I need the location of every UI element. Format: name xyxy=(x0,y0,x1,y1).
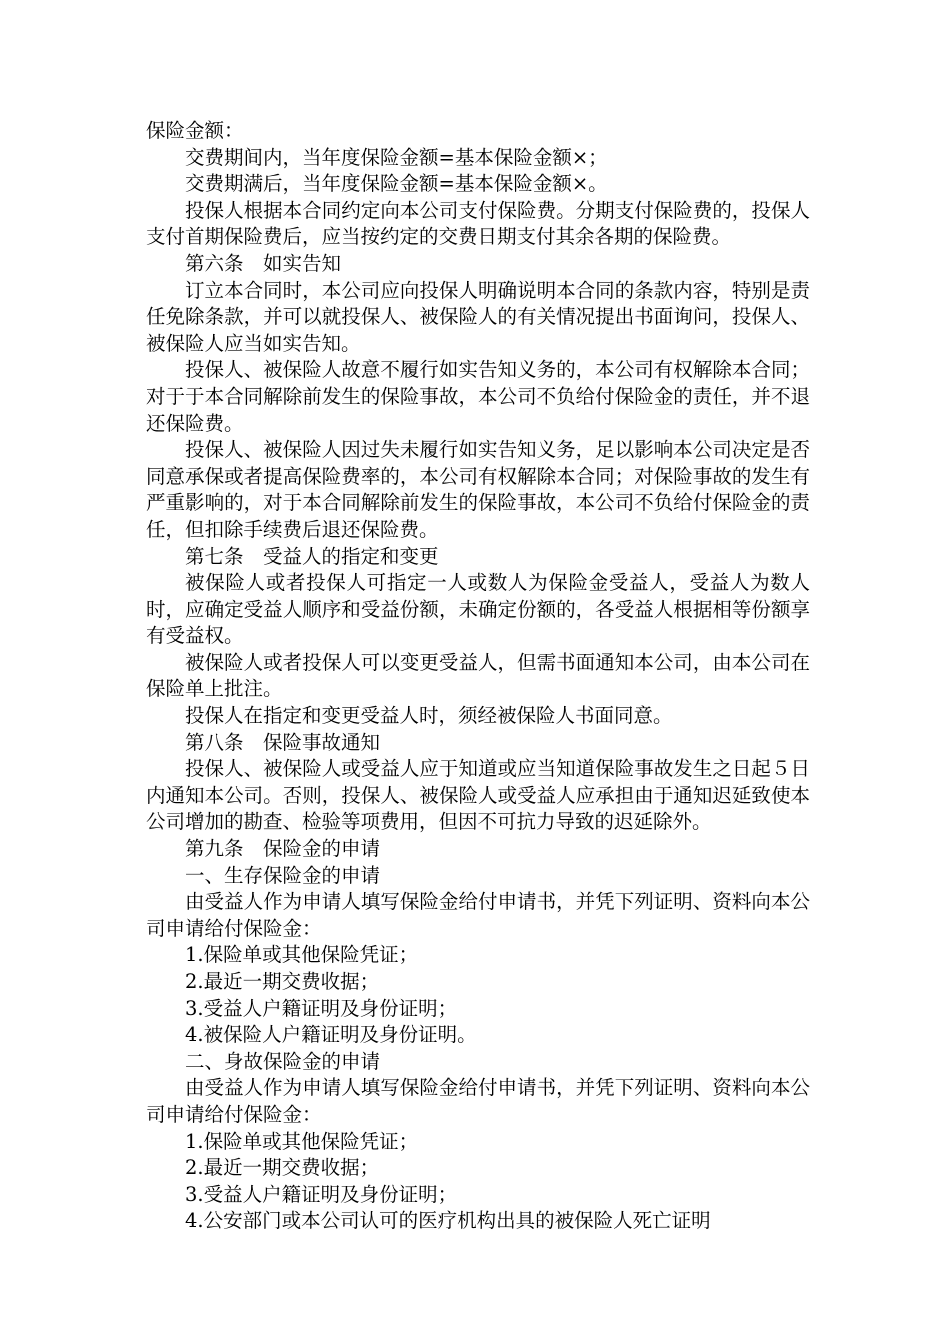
section-survival-benefit-heading: 一、生存保险金的申请 xyxy=(185,863,381,887)
paragraph-after-payment: 交费期满后，当年度保险金额=基本保险金额×。 xyxy=(185,172,608,196)
paragraph-insured-amount-label: 保险金额： xyxy=(146,119,244,142)
paragraph-premium-payment: 投保人根据本合同约定向本公司支付保险费。分期支付保险费的，投保人支付首期保险费后，应当按约定的交费日期支付其余各期的保险费。 xyxy=(146,198,810,249)
paragraph-death-claim: 由受益人作为申请人填写保险金给付申请书，并凭下列证明、资料向本公司申请给付保险金： xyxy=(146,1076,810,1126)
list-item: 3.受益人户籍证明及身份证明； xyxy=(185,1182,458,1206)
paragraph-beneficiary-2: 被保险人或者投保人可以变更受益人，但需书面通知本公司，由本公司在保险单上批注。 xyxy=(146,650,810,701)
list-item: 2.最近一期交费收据； xyxy=(185,1156,380,1180)
list-item: 4.被保险人户籍证明及身份证明。 xyxy=(185,1023,477,1047)
list-item: 4.公安部门或本公司认可的医疗机构出具的被保险人死亡证明 xyxy=(185,1209,711,1233)
article-8-heading: 第八条 保险事故通知 xyxy=(185,730,381,754)
paragraph-during-payment: 交费期间内，当年度保险金额=基本保险金额×； xyxy=(185,145,608,169)
paragraph-disclosure-3: 投保人、被保险人因过失未履行如实告知义务，足以影响本公司决定是否同意承保或者提高保险费率的，本公司有权解除本合同；对保险事故的发生有严重影响的，对于本合同解除前发生的保险事故，本公司不负给付保险金的责任，但扣除手续费后退还保险费。 xyxy=(146,438,810,541)
list-item: 1.保险单或其他保险凭证； xyxy=(185,943,419,967)
section-death-benefit-heading: 二、身故保险金的申请 xyxy=(185,1049,381,1073)
list-item: 1.保险单或其他保险凭证； xyxy=(185,1129,419,1153)
paragraph-survival-claim: 由受益人作为申请人填写保险金给付申请书，并凭下列证明、资料向本公司申请给付保险金： xyxy=(146,890,810,940)
list-item: 2.最近一期交费收据； xyxy=(185,970,380,993)
list-item: 3.受益人户籍证明及身份证明； xyxy=(185,996,458,1020)
article-7-heading: 第七条 受益人的指定和变更 xyxy=(185,544,439,568)
paragraph-accident-notice: 投保人、被保险人或受益人应于知道或应当知道保险事故发生之日起５日内通知本公司。否则，投保人、被保险人或受益人应承担由于通知迟延致使本公司增加的勘查、检验等项费用，但因不可抗力导致的迟延除外。 xyxy=(146,757,810,834)
document-page xyxy=(146,118,810,1235)
paragraph-disclosure-2: 投保人、被保险人故意不履行如实告知义务的，本公司有权解除本合同；对于于本合同解除前发生的保险事故，本公司不负给付保险金的责任，并不退还保险费。 xyxy=(146,358,810,435)
paragraph-beneficiary-1: 被保险人或者投保人可指定一人或数人为保险金受益人，受益人为数人时，应确定受益人顺序和受益份额，未确定份额的，各受益人根据相等份额享有受益权。 xyxy=(146,571,810,648)
article-6-heading: 第六条 如实告知 xyxy=(185,251,342,275)
article-9-heading: 第九条 保险金的申请 xyxy=(185,837,381,861)
paragraph-disclosure-1: 订立本合同时，本公司应向投保人明确说明本合同的条款内容，特别是责任免除条款，并可以就投保人、被保险人的有关情况提出书面询问，投保人、被保险人应当如实告知。 xyxy=(146,278,810,355)
paragraph-beneficiary-3: 投保人在指定和变更受益人时，须经被保险人书面同意。 xyxy=(185,704,673,728)
